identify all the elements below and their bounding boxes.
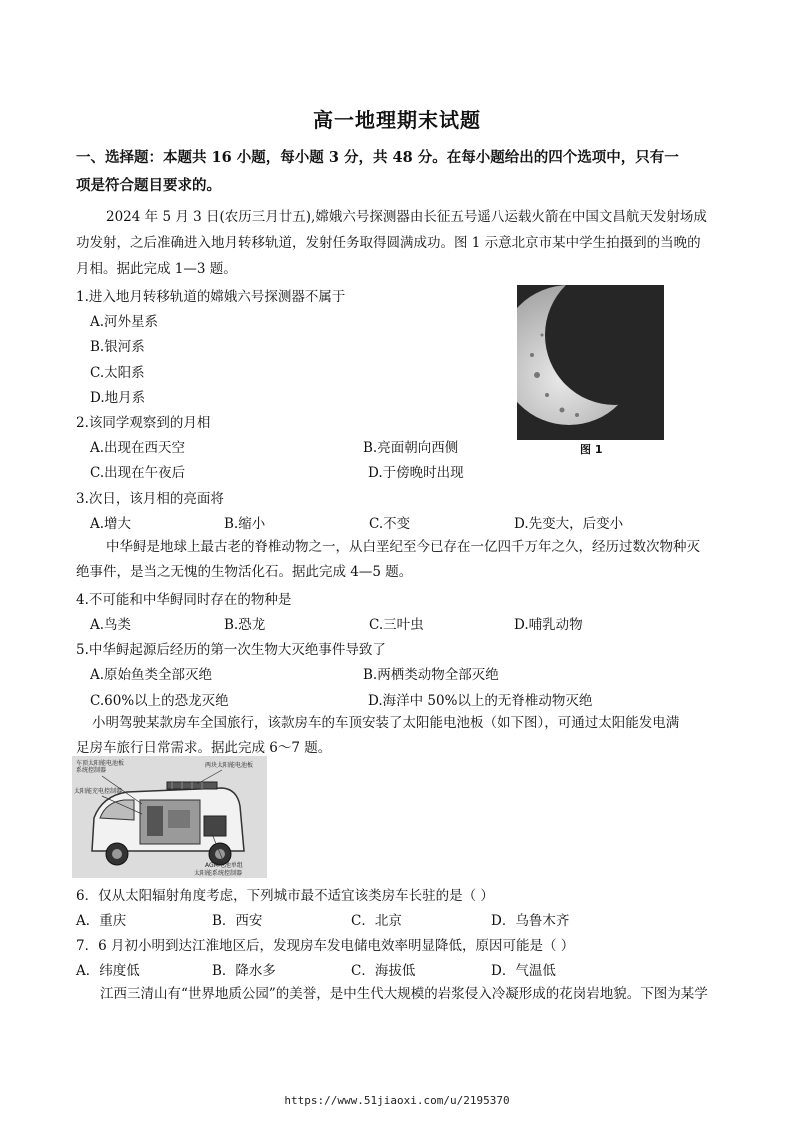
q5-stem: 5.中华鲟起源后经历的第一次生物大灭绝事件导致了 [76, 642, 386, 658]
q7-option-d: D．气温低 [491, 963, 556, 979]
car-label-6: 太阳能系统控制器 [194, 870, 243, 877]
q4-option-a: A.鸟类 [90, 617, 132, 633]
q7-option-c: C．海拔低 [351, 963, 416, 979]
car-label-2: 系统控制器 [76, 767, 107, 774]
section-heading-line2: 项是符合题目要求的。 [76, 177, 221, 194]
q2-option-c: C.出现在午夜后 [90, 465, 186, 481]
q2-option-b: B.亮面朝向西侧 [363, 440, 459, 456]
q2-option-a: A.出现在西天空 [90, 440, 186, 456]
q3-option-b: B.缩小 [224, 516, 266, 532]
q5-option-c: C.60%以上的恐龙灭绝 [90, 693, 229, 709]
car-label-1: 车顶太阳能电池板 [76, 760, 125, 767]
q6-option-b: B．西安 [212, 913, 263, 929]
passage1-line3: 月相。据此完成 1—3 题。 [76, 261, 237, 277]
q5-option-a: A.原始鱼类全部灭绝 [90, 667, 213, 683]
q3-option-a: A.增大 [90, 516, 132, 532]
q4-stem: 4.不可能和中华鲟同时存在的物种是 [76, 592, 292, 608]
q1-option-a: A.河外星系 [90, 314, 159, 330]
page-title: 高一地理期末试题 [313, 108, 481, 132]
q3-stem: 3.次日，该月相的亮面将 [76, 491, 224, 507]
q6-option-a: A．重庆 [76, 913, 127, 929]
q1-stem: 1.进入地月转移轨道的嫦娥六号探测器不属于 [76, 289, 346, 305]
q4-option-b: B.恐龙 [224, 617, 266, 633]
passage2-line2: 绝事件，是当之无愧的生物活化石。据此完成 4—5 题。 [76, 564, 413, 580]
car-label-4: 两块太阳能电池板 [205, 762, 254, 769]
q7-option-a: A．纬度低 [76, 963, 140, 979]
section-heading-line1: 一、选择题：本题共 16 小题，每小题 3 分，共 48 分。在每小题给出的四个选项中，只有一 [76, 149, 679, 166]
passage2-line1: 中华鲟是地球上最古老的脊椎动物之一，从白垩纪至今已存在一亿四千万年之久，经历过数次物种灭 [106, 539, 700, 555]
rv-solar-figure [72, 756, 267, 878]
q3-option-c: C.不变 [369, 516, 411, 532]
footer-url: https://www.51jiaoxi.com/u/2195370 [284, 1094, 510, 1107]
q6-stem: 6．仅从太阳辐射角度考虑，下列城市最不适宜该类房车长驻的是（ ） [76, 888, 494, 904]
car-label-3: 太阳能充电控制器 [74, 788, 123, 795]
q4-option-d: D.哺乳动物 [514, 617, 583, 633]
passage3-line2: 足房车旅行日常需求。据此完成 6～7 题。 [76, 740, 332, 756]
q3-option-d: D.先变大，后变小 [514, 516, 624, 532]
passage1-line2: 功发射，之后准确进入地月转移轨道，发射任务取得圆满成功。图 1 示意北京市某中学生拍摄到的当晚的 [76, 235, 701, 251]
q7-stem: 7．6 月初小明到达江淮地区后，发现房车发电储电效率明显降低，原因可能是（ ） [76, 938, 575, 954]
q1-option-b: B.银河系 [90, 339, 145, 355]
q2-stem: 2.该同学观察到的月相 [76, 415, 211, 431]
q6-option-c: C．北京 [351, 913, 402, 929]
moon-photo [517, 285, 664, 440]
figure1-caption: 图 1 [580, 443, 603, 456]
q1-option-d: D.地月系 [90, 390, 146, 406]
car-label-5: AGM电池单组 [205, 862, 243, 869]
q1-option-c: C.太阳系 [90, 365, 145, 381]
q5-option-d: D.海洋中 50%以上的无脊椎动物灭绝 [368, 693, 593, 709]
q7-option-b: B．降水多 [212, 963, 276, 979]
q5-option-b: B.两栖类动物全部灭绝 [363, 667, 499, 683]
passage3-line1: 小明驾驶某款房车全国旅行，该款房车的车顶安装了太阳能电池板（如下图），可通过太阳能发电满 [92, 715, 680, 731]
q6-option-d: D．乌鲁木齐 [491, 913, 570, 929]
passage4-line1: 江西三清山有“世界地质公园”的美誉，是中生代大规模的岩浆侵入冷凝形成的花岗岩地貌。下图为某学 [100, 986, 708, 1002]
q2-option-d: D.于傍晚时出现 [368, 465, 464, 481]
q4-option-c: C.三叶虫 [369, 617, 424, 633]
passage1-line1: 2024 年 5 月 3 日(农历三月廿五),嫦娥六号探测器由长征五号遥八运载火箭在中国文昌航天发射场成 [106, 209, 707, 225]
